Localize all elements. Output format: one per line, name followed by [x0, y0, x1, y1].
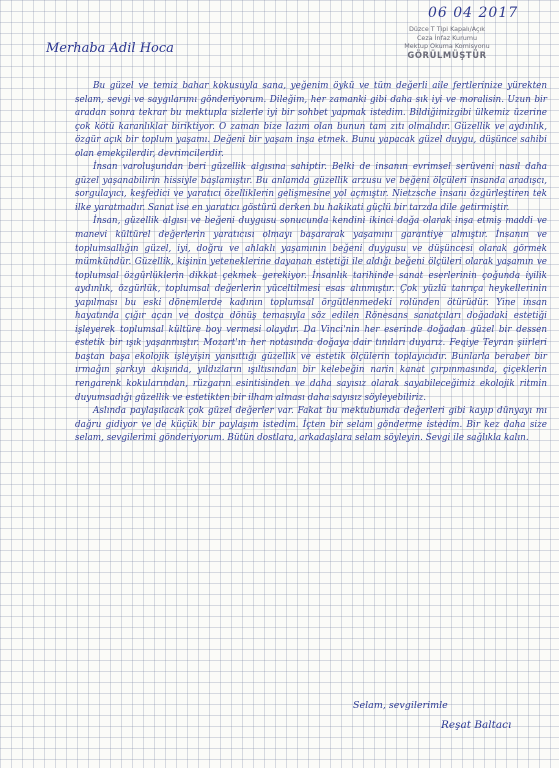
paragraph: İnsan, güzellik algısı ve beğeni duygusu sonucunda kendini ikinci doğa olarak inşa etmiş maddi ve manevi kültürel değerlerin yaratıcısı olmayı başararak yaşamını garantiye almıştır. İnsanın ve toplumsallığın güzel, iyi, doğru ve ahlaklı yaşamının beğeni duygusu ve düşüncesi olarak görmek mümkündür. Güzellik, kişinin yeteneklerine dayanan estetiği ile aldığı beğeni ölçüleri olarak yaşamın ve toplumsal özgürlüklerin dikkat çekmek gerekiyor. İnsanlık tarihinde sanat eserlerinin çoğunda iyilik aydınlık, özgürlük, toplumsal değerlerin yüceltilmesi esas alınmıştır. Çok yüzlü tanrıça heykellerinin yapılması bu eski dönemlerde kadının toplumsal örgütlenmedeki rolünden ötürüdür. Yine insan hayatında çığır açan ve dostça dönüş temasıyla söz edilen Rönesans sanatçıları doğadaki estetiği işleyerek toplumsal kültüre boy vermesi olaydır. Da Vinci'nin her eserinde doğadan güzel bir dessen estetik bir ışık yaşanmıştır. Mozart'ın her notasında doğaya dair tınıları duyarız. Feqiye Teyran şiirleri baştan başa ekolojik işleyişin yansıttığı güzellik ve estetik ölçülerin toplayıcıdır. Bunlarla beraber bir ırmağın şarkıyı akışında, yıldızların ışıltısından bir kelebeğin narin kanat çırpınmasında, çiçeklerin rengarenk kokularından, rüzgarın esintisinden ve daha sayısız olarak sayabileceğimiz ekolojik ritmin duyumsadığı güzellik ve estetikten bir ilham alması daha sayısız söyleyebiliriz. [75, 216, 547, 403]
paragraph: Aslında paylaşılacak çok güzel değerler var. Fakat bu mektubumda değerleri gibi kayıp dünyayı mı dağru gidiyor ve de küçük bir paylaşım istedim. İçten bir selam gönderme istedim. Bir kez daha size selam, sevgilerimi gönderiyorum. Bütün dostlara, arkadaşlara selam söyleyin. Sevgi ile sağlıkla kalın. [75, 406, 547, 444]
sign-off: Selam, sevgilerimle [353, 700, 448, 711]
censor-stamp [372, 25, 522, 59]
paragraph: İnsan varoluşundan beri güzellik algısına sahiptir. Belki de insanın evrimsel serüveni nasıl daha güzel yaşanabilirin hissiyle başlamıştır. Bu anlamda güzellik arzusu ve beğeni ölçüleri insanda aradışcı, sorgulayıcı, keşfedici ve yaratıcı özelliklerin gelişmesine yol açmıştır. Nietzsche insanı özgürleştiren tek ilke yaratmadır. Sanat ise en yaratıcı göstürü derken bu hakikati güçlü bir tarzda dile getirmiştir. [75, 162, 547, 213]
letter-body [75, 80, 547, 446]
stamp-line-institution: Düzce T Tipi Kapalı/Açık [408, 25, 485, 33]
letter-greeting: Merhaba Adil Hoca [46, 41, 174, 56]
signature: Reşat Baltacı [441, 719, 512, 731]
stamp-line-approved: GÖRÜLMÜŞTÜR [407, 49, 487, 60]
paragraph: Bu güzel ve temiz bahar kokusuyla sana, yeğenim öykü ve tüm değerli aile fertlerinize yürekten selam, sevgi ve saygılarımı gönderiyorum. Dileğim, her zamanki gibi daha sık iyi ve moralisin. Uzun bir aradan sonra tekrar bu mektupla sizlerle iyi bir sohbet yapmak istedim. Bildiğimizgibi ülkemiz üzerine çok kötü karanlıklar biriktiyor. O zaman bize lazım olan bunun tam zıtı olmalıdır. Güzellik ve aydınlık, özgür açık bir toplum yaşamı. Değeni bir yaşam inşa etmek. Bunu yapacak güzel duygu, düşünce sahibi olan emekçilerdir, devrimcilerdir. [75, 81, 547, 159]
stamp-line-prison: Ceza İnfaz Kurumu [416, 33, 478, 42]
letter-date: 06 04 2017 [428, 5, 519, 21]
stamp-line-commission: Mektup Okuma Komisyonu [404, 42, 490, 51]
